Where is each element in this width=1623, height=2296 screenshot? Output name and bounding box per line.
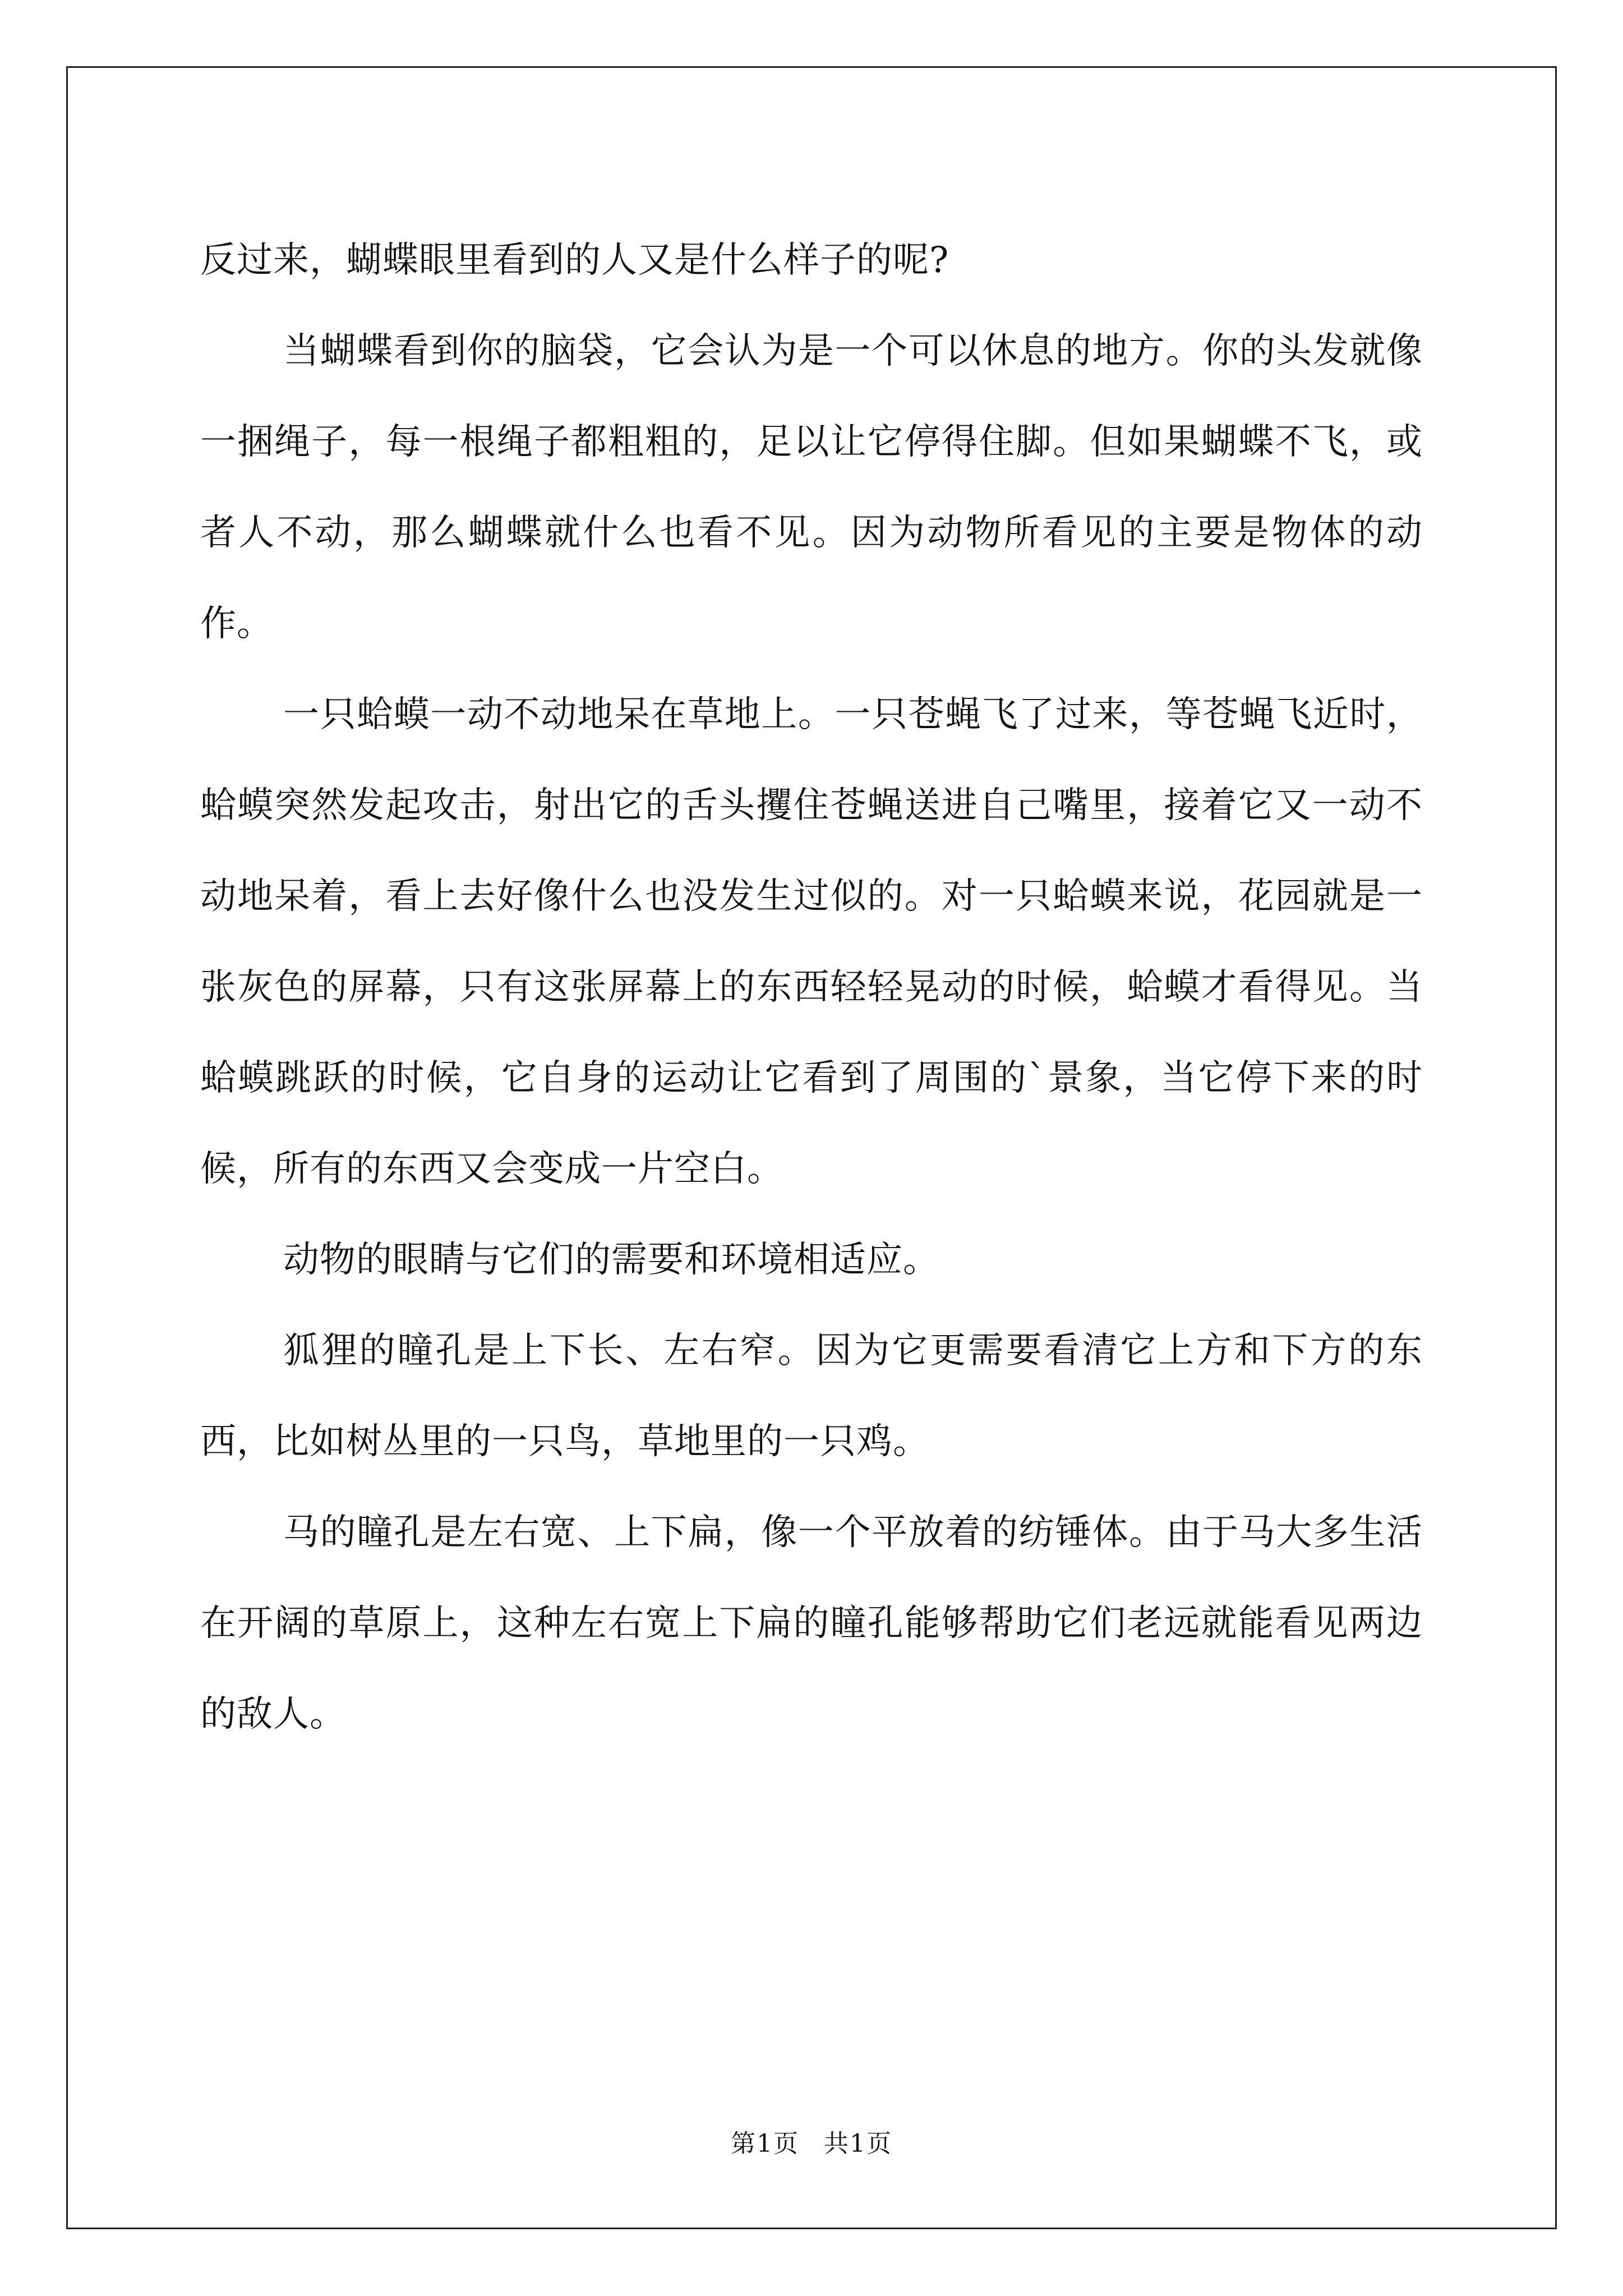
document-body: [200, 215, 1423, 1760]
page-number: 第1页: [731, 2129, 799, 2158]
paragraph-5: 狐狸的瞳孔是上下长、左右窄。因为它更需要看清它上方和下方的东西，比如树丛里的一只鸟，草地里的一只鸡。: [200, 1330, 1423, 1462]
paragraph-6: 马的瞳孔是左右宽、上下扁，像一个平放着的纺锤体。由于马大多生活在开阔的草原上，这种左右宽上下扁的瞳孔能够帮助它们老远就能看见两边的敌人。: [200, 1512, 1423, 1735]
page-footer: [0, 2127, 1623, 2161]
paragraph-2: 当蝴蝶看到你的脑袋，它会认为是一个可以休息的地方。你的头发就像一捆绳子，每一根绳子都粗粗的，足以让它停得住脚。但如果蝴蝶不飞，或者人不动，那么蝴蝶就什么也看不见。因为动物所看见的主要是物体的动作。: [200, 330, 1423, 645]
paragraph-3: 一只蛤蟆一动不动地呆在草地上。一只苍蝇飞了过来，等苍蝇飞近时，蛤蟆突然发起攻击，射出它的舌头攫住苍蝇送进自己嘴里，接着它又一动不动地呆着，看上去好像什么也没发生过似的。对一只蛤蟆来说，花园就是一张灰色的屏幕，只有这张屏幕上的东西轻轻晃动的时候，蛤蟆才看得见。当蛤蟆跳跃的时候，它自身的运动让它看到了周围的`景象，当它停下来的时候，所有的东西又会变成一片空白。: [200, 694, 1423, 1190]
paragraph-1: 反过来，蝴蝶眼里看到的人又是什么样子的呢?: [200, 240, 949, 281]
page-total: 共1页: [824, 2129, 892, 2158]
paragraph-4: 动物的眼睛与它们的需要和环境相适应。: [283, 1239, 939, 1281]
